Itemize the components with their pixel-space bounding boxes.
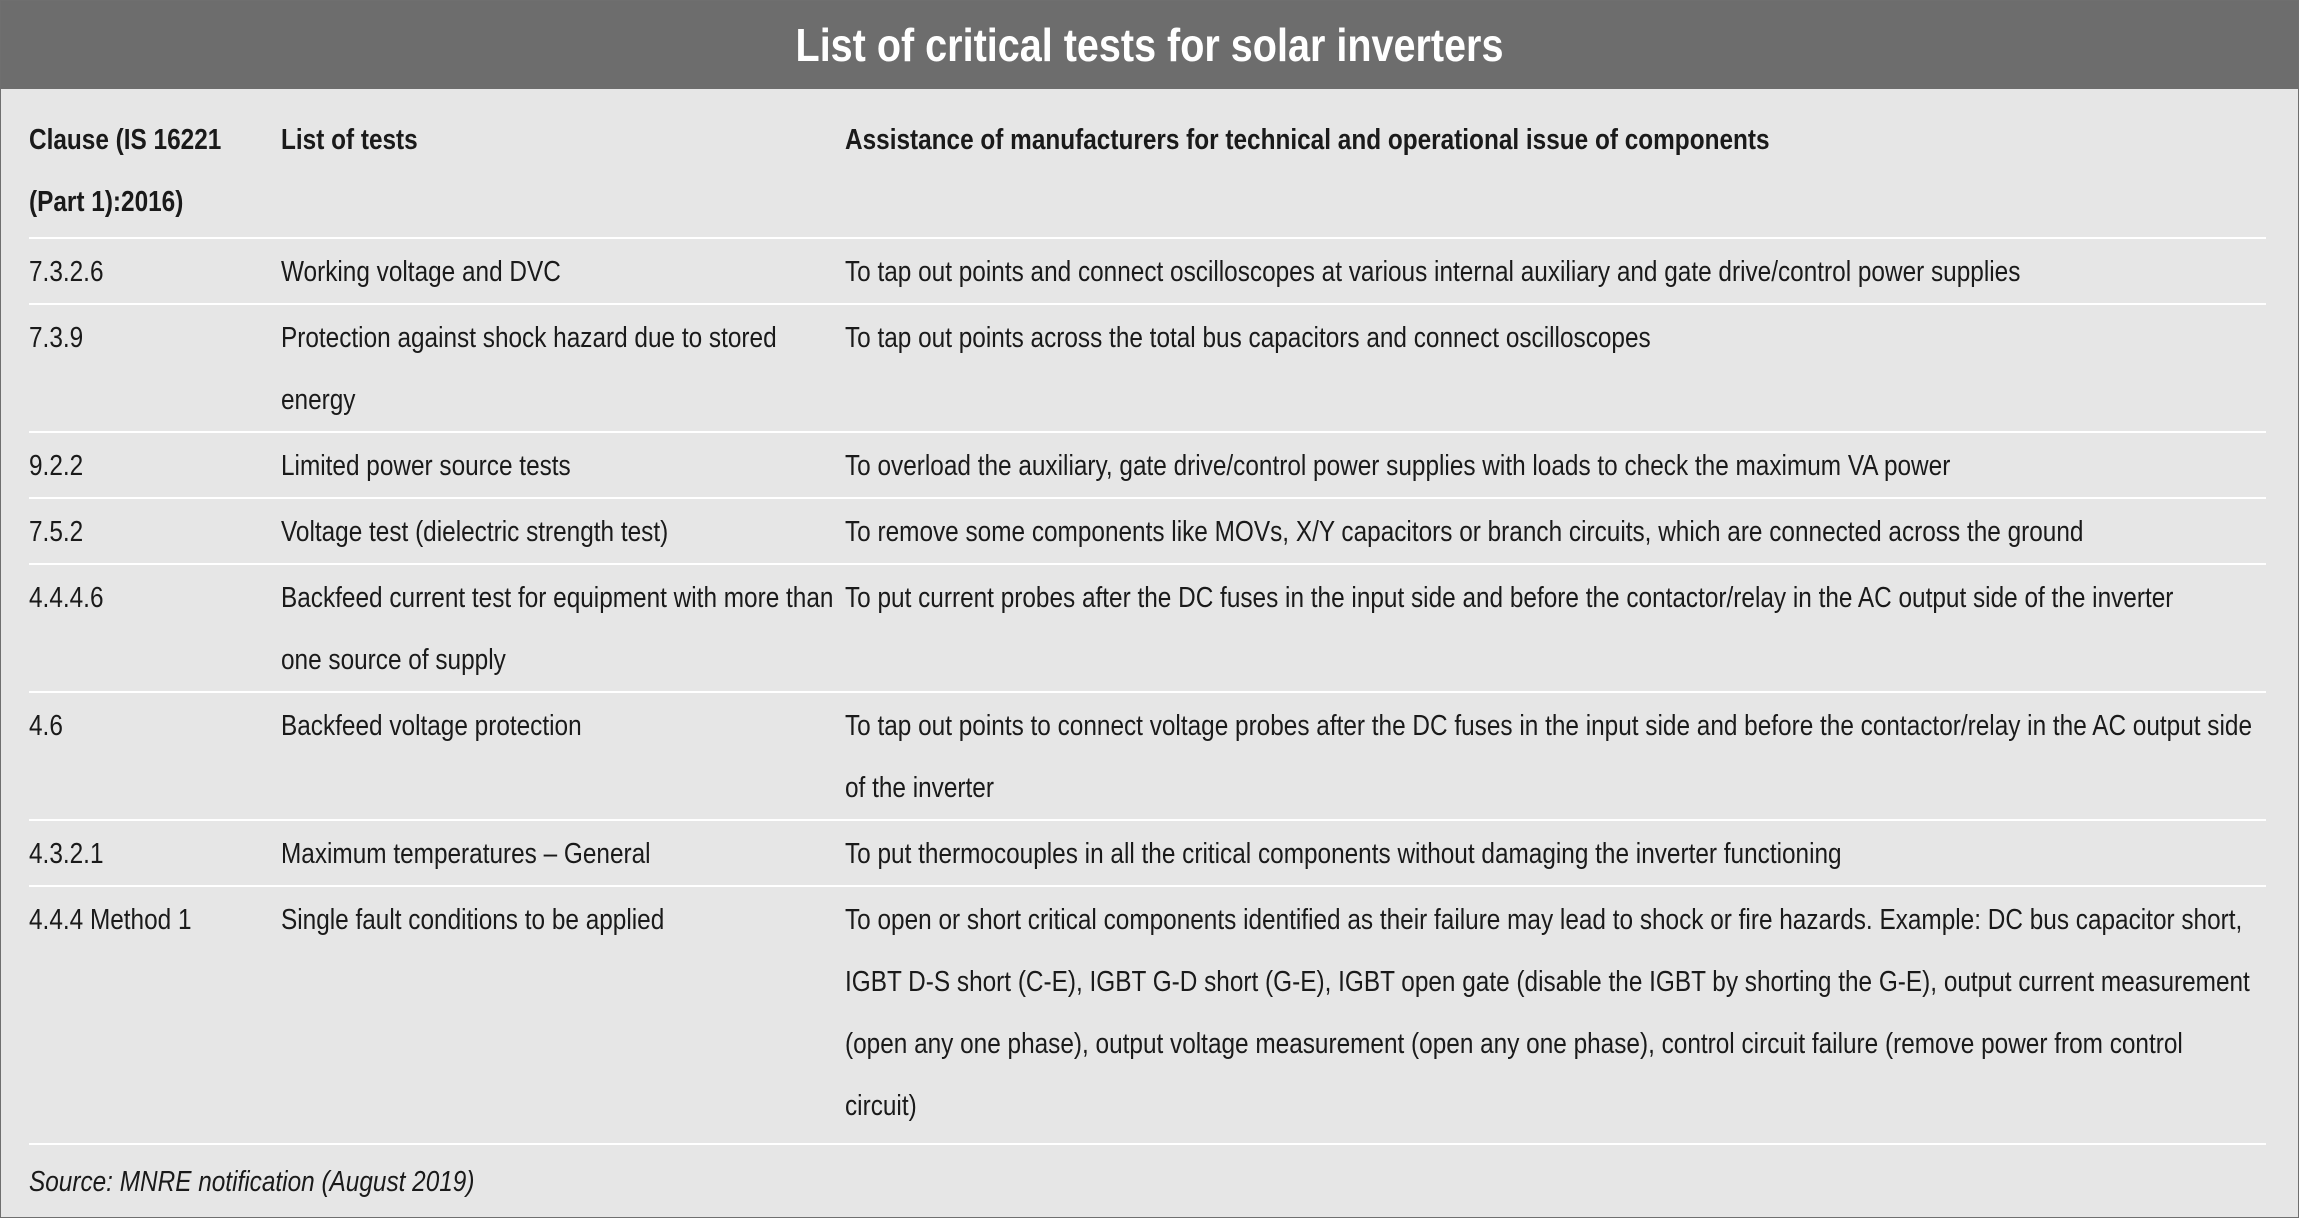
cell-assistance [845, 886, 2266, 1144]
cell-assistance [845, 564, 2266, 692]
table-row [29, 432, 2266, 498]
assistance-text: To overload the auxiliary, gate drive/control power supplies with loads to check the maximum VA power [845, 450, 1951, 482]
cell-assistance [845, 498, 2266, 564]
clause-text: 9.2.2 [29, 450, 84, 482]
cell-test [281, 304, 845, 432]
header-clause-label: Clause (IS 16221 (Part 1):2016) [29, 124, 222, 218]
cell-assistance [845, 432, 2266, 498]
cell-clause [29, 820, 281, 886]
table-row [29, 692, 2266, 820]
test-text: Voltage test (dielectric strength test) [281, 516, 669, 548]
assistance-text: To tap out points to connect voltage probes after the DC fuses in the input side and before the contactor/relay in the AC output side of the inverter [845, 710, 2252, 804]
table-row [29, 886, 2266, 1144]
header-tests-label: List of tests [281, 124, 418, 156]
cell-assistance [845, 820, 2266, 886]
header-assistance [845, 103, 2266, 238]
clause-text: 7.3.9 [29, 322, 84, 354]
table-row [29, 304, 2266, 432]
cell-clause [29, 564, 281, 692]
cell-clause [29, 432, 281, 498]
cell-clause [29, 692, 281, 820]
cell-assistance [845, 692, 2266, 820]
cell-test [281, 432, 845, 498]
clause-text: 4.4.4.6 [29, 582, 104, 614]
tests-table [29, 103, 2266, 1145]
assistance-text: To open or short critical components identified as their failure may lead to shock or fire hazards. Example: DC bus capacitor short, IGBT D-S short (C-E), IGBT G-D short (G-E), IGBT open gate (disable the IGBT by shorting the G-E), output current measurement (open any one phase), output voltage measurement (open any one phase), control circuit failure (remove power from control circuit) [845, 904, 2250, 1122]
table-row [29, 564, 2266, 692]
cell-test [281, 692, 845, 820]
clause-text: 7.5.2 [29, 516, 84, 548]
cell-clause [29, 886, 281, 1144]
header-assistance-label: Assistance of manufacturers for technical and operational issue of components [845, 124, 1770, 156]
test-text: Single fault conditions to be applied [281, 904, 665, 936]
assistance-text: To put thermocouples in all the critical components without damaging the inverter functioning [845, 838, 1842, 870]
cell-clause [29, 498, 281, 564]
source-note: Source: MNRE notification (August 2019) [29, 1166, 475, 1198]
assistance-text: To tap out points and connect oscilloscopes at various internal auxiliary and gate drive/control power supplies [845, 256, 2021, 288]
test-text: Limited power source tests [281, 450, 571, 482]
assistance-text: To tap out points across the total bus capacitors and connect oscilloscopes [845, 322, 1651, 354]
assistance-text: To remove some components like MOVs, X/Y capacitors or branch circuits, which are connected across the ground [845, 516, 2084, 548]
cell-assistance [845, 238, 2266, 304]
cell-test [281, 564, 845, 692]
cell-assistance [845, 304, 2266, 432]
test-text: Backfeed voltage protection [281, 710, 582, 742]
header-row [29, 103, 2266, 238]
cell-test [281, 238, 845, 304]
test-text: Working voltage and DVC [281, 256, 561, 288]
header-tests [281, 103, 845, 238]
test-text: Backfeed current test for equipment with more than one source of supply [281, 582, 834, 676]
clause-text: 4.4.4 Method 1 [29, 904, 192, 936]
table-row [29, 238, 2266, 304]
cell-test [281, 498, 845, 564]
table-title: List of critical tests for solar inverters [162, 1, 2137, 89]
title-bar [1, 1, 2298, 89]
clause-text: 7.3.2.6 [29, 256, 104, 288]
table-row [29, 498, 2266, 564]
cell-clause [29, 238, 281, 304]
assistance-text: To put current probes after the DC fuses in the input side and before the contactor/relay in the AC output side of the inverter [845, 582, 2174, 614]
cell-clause [29, 304, 281, 432]
clause-text: 4.6 [29, 710, 63, 742]
test-text: Maximum temperatures – General [281, 838, 651, 870]
header-clause [29, 103, 281, 238]
table-row [29, 820, 2266, 886]
clause-text: 4.3.2.1 [29, 838, 104, 870]
cell-test [281, 820, 845, 886]
cell-test [281, 886, 845, 1144]
test-text: Protection against shock hazard due to stored energy [281, 322, 777, 416]
